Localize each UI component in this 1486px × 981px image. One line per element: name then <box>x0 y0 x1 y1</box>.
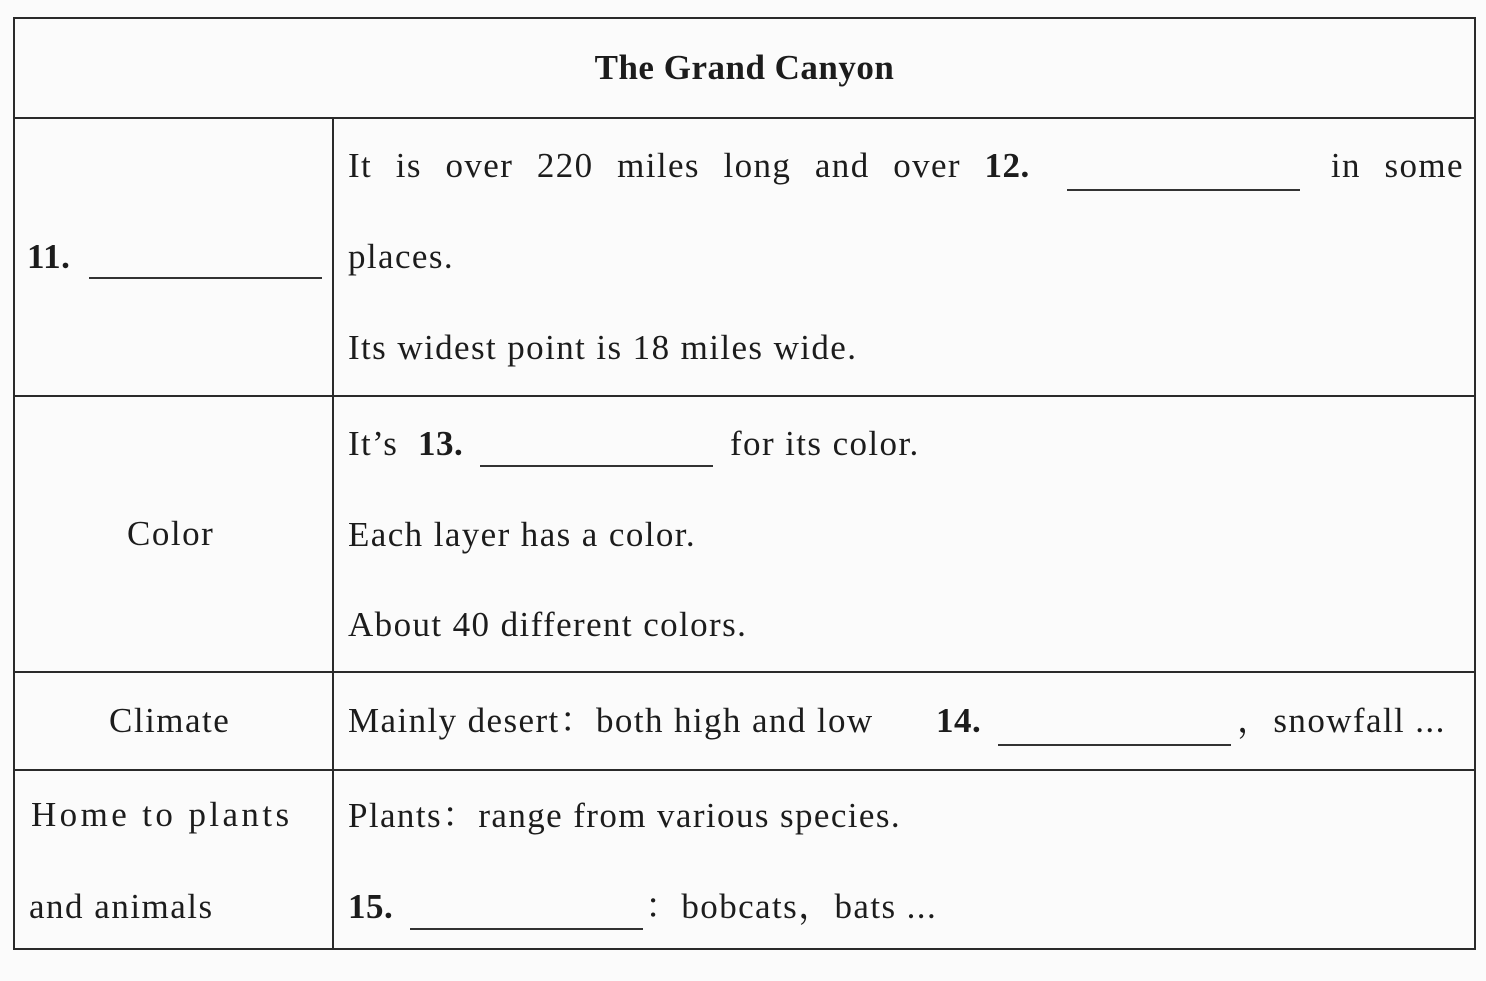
size-word: over <box>445 146 514 185</box>
size-word: is <box>395 146 422 185</box>
answer-blank-15[interactable] <box>410 928 643 930</box>
question-15-number: 15. <box>348 887 394 926</box>
color-suffix: for its color. <box>730 424 920 463</box>
size-word: and <box>814 146 870 185</box>
column-divider <box>332 117 334 950</box>
answer-gap-12 <box>1053 146 1307 186</box>
row-divider-color-climate <box>15 671 1474 673</box>
size-sentence-line2: places. <box>348 237 454 276</box>
question-11-number: 11. <box>27 237 71 276</box>
size-word: in <box>1330 146 1361 185</box>
life-label-line2: and animals <box>29 887 214 926</box>
climate-suffix: ，snowfall ... <box>1237 701 1446 740</box>
plants-text: Plants：range from various species. <box>348 796 902 835</box>
size-sentence-line1 <box>348 146 1464 186</box>
widest-point-text: Its widest point is 18 miles wide. <box>348 328 858 367</box>
row-divider-climate-life <box>15 769 1474 771</box>
question-13-number: 13. <box>418 424 464 463</box>
life-label-line1: Home to plants <box>31 795 293 834</box>
table-title: The Grand Canyon <box>15 19 1474 119</box>
answer-blank-11[interactable] <box>89 277 322 279</box>
size-word: miles <box>617 146 700 185</box>
color-prefix: It’s <box>348 424 399 463</box>
size-word: long <box>723 146 792 185</box>
color-label: Color <box>127 514 215 553</box>
size-word: some <box>1384 146 1464 185</box>
question-12-number: 12. <box>984 146 1030 185</box>
layer-color-text: Each layer has a color. <box>348 515 697 554</box>
color-count-text: About 40 different colors. <box>348 605 748 644</box>
size-word: It <box>348 146 373 185</box>
grand-canyon-table <box>13 17 1476 950</box>
climate-label: Climate <box>109 701 231 740</box>
animals-suffix: ：bobcats，bats ... <box>645 887 938 926</box>
size-word: 220 <box>536 146 594 185</box>
answer-blank-12[interactable] <box>1067 189 1300 191</box>
answer-blank-13[interactable] <box>480 465 713 467</box>
question-14-number: 14. <box>936 701 982 740</box>
row-divider-size-color <box>15 395 1474 397</box>
answer-blank-14[interactable] <box>998 744 1231 746</box>
climate-prefix: Mainly desert：both high and low <box>348 701 874 740</box>
size-word: over <box>893 146 961 185</box>
